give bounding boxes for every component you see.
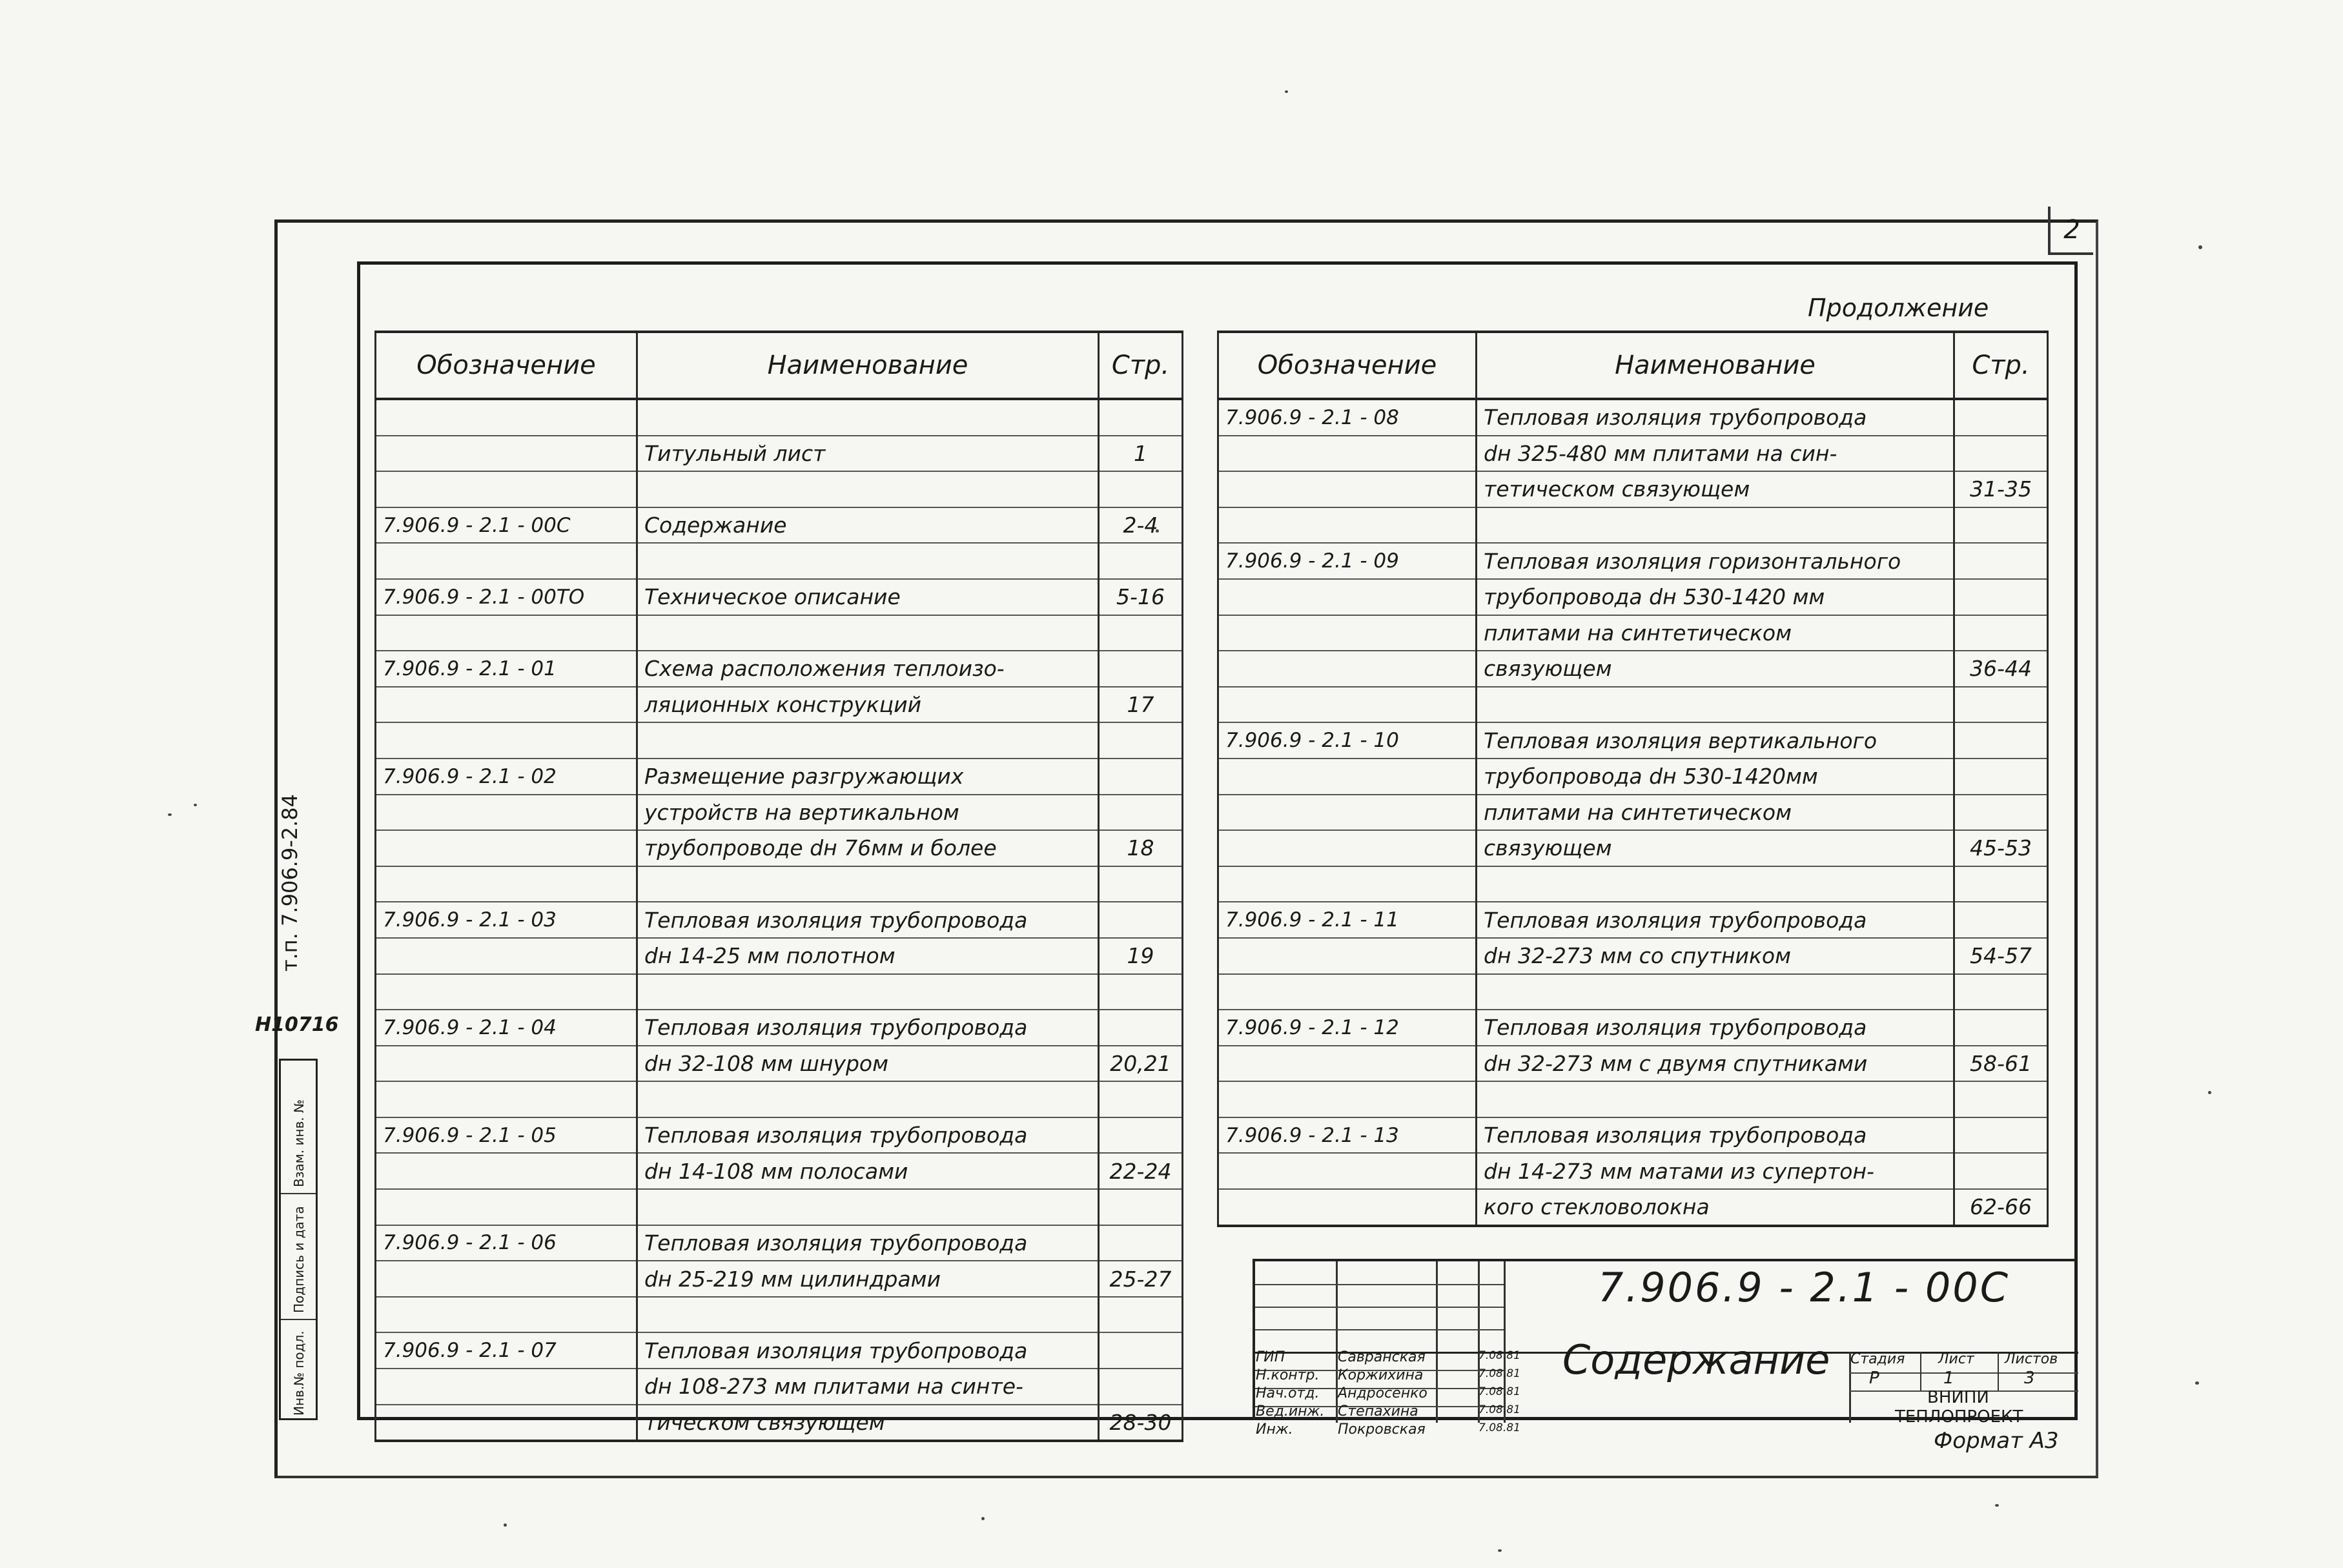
designation-cell — [1218, 436, 1477, 472]
designation-cell — [376, 1153, 637, 1189]
name-cell — [1477, 866, 1954, 902]
table-row — [376, 722, 1183, 759]
name-cell: Тепловая изоляция трубопровода — [1477, 1010, 1954, 1046]
sheet-label: Лист — [1938, 1351, 1974, 1367]
designation-cell — [376, 830, 637, 866]
name-cell: Титульный лист — [637, 436, 1099, 472]
page-cell: 1 — [1099, 436, 1183, 472]
designation-cell — [1218, 471, 1477, 507]
designation-cell — [1218, 974, 1477, 1010]
table-row — [376, 1332, 1183, 1369]
table-row — [376, 1153, 1183, 1189]
designation-cell: 7.906.9 - 2.1 - 07 — [376, 1332, 637, 1369]
stage-value: Р — [1869, 1369, 1879, 1388]
designation-cell: 7.906.9 - 2.1 - 01 — [376, 651, 637, 687]
sidebar-field-label: Взам. инв. № — [291, 1099, 307, 1187]
sidebar-fields — [279, 1059, 318, 1420]
page-cell — [1099, 399, 1183, 436]
signature-name: Коржихина — [1338, 1367, 1424, 1383]
designation-cell — [376, 1189, 637, 1225]
name-cell — [637, 1081, 1099, 1117]
name-cell — [1477, 507, 1954, 544]
page-cell — [1099, 615, 1183, 651]
designation-cell — [376, 1369, 637, 1405]
page-cell — [1099, 759, 1183, 795]
table-row — [376, 436, 1183, 472]
designation-cell — [376, 615, 637, 651]
table-row — [1218, 1010, 2048, 1046]
page-cell — [1099, 1117, 1183, 1154]
page-cell — [1099, 866, 1183, 902]
name-cell: Тепловая изоляция трубопровода — [1477, 399, 1954, 436]
table-row — [376, 974, 1183, 1010]
table-row — [376, 1010, 1183, 1046]
header-page: Стр. — [1954, 332, 2048, 399]
name-cell: dн 32-273 мм с двумя спутниками — [1477, 1046, 1954, 1082]
header-name: Наименование — [1477, 332, 1954, 399]
table-row — [1218, 1153, 2048, 1189]
name-cell: ляционных конструкций — [637, 687, 1099, 723]
page-cell: 31-35 — [1954, 471, 2048, 507]
table-row — [376, 938, 1183, 974]
signature-role: Вед.инж. — [1256, 1403, 1325, 1420]
table-row — [376, 1081, 1183, 1117]
designation-cell: 7.906.9 - 2.1 - 13 — [1218, 1117, 1477, 1154]
designation-cell: 7.906.9 - 2.1 - 11 — [1218, 902, 1477, 938]
signature-name: Степахина — [1338, 1403, 1418, 1420]
designation-cell — [376, 795, 637, 831]
designation-cell — [1218, 1189, 1477, 1226]
name-cell: кого стекловолокна — [1477, 1189, 1954, 1226]
name-cell: плитами на синтетическом — [1477, 615, 1954, 651]
table-row — [376, 507, 1183, 544]
table-row — [1218, 436, 2048, 472]
page-cell — [1954, 1117, 2048, 1154]
designation-cell — [376, 974, 637, 1010]
designation-cell — [1218, 938, 1477, 974]
table-row — [376, 471, 1183, 507]
designation-cell: 7.906.9 - 2.1 - 08 — [1218, 399, 1477, 436]
sidebar-cell — [281, 1193, 316, 1320]
document-title: Содержание — [1562, 1336, 1830, 1383]
name-cell: Размещение разгружающих — [637, 759, 1099, 795]
designation-cell — [376, 1405, 637, 1441]
page-cell: 62-66 — [1954, 1189, 2048, 1226]
name-cell — [1477, 687, 1954, 723]
name-cell: dн 108-273 мм плитами на синте- — [637, 1369, 1099, 1405]
designation-cell — [1218, 1153, 1477, 1189]
table-row — [1218, 651, 2048, 687]
header-page: Стр. — [1099, 332, 1183, 399]
table-row — [376, 1189, 1183, 1225]
page-cell — [1099, 974, 1183, 1010]
page-cell — [1954, 866, 2048, 902]
table-row — [376, 1405, 1183, 1441]
table-row — [1218, 795, 2048, 831]
designation-cell: 7.906.9 - 2.1 - 00ТО — [376, 579, 637, 615]
table-row — [376, 1225, 1183, 1261]
signature-role: Инж. — [1256, 1421, 1293, 1438]
table-row — [376, 543, 1183, 579]
table-row — [1218, 866, 2048, 902]
sidebar-field-label: Подпись и дата — [291, 1206, 307, 1313]
designation-cell — [376, 938, 637, 974]
table-row — [1218, 579, 2048, 615]
table-row — [1218, 830, 2048, 866]
organization-line2: ТЕПЛОПРОЕКТ — [1895, 1407, 2023, 1427]
table-row — [1218, 507, 2048, 544]
table-row — [376, 1369, 1183, 1405]
sheets-value: 3 — [2024, 1369, 2035, 1388]
signature-date: 7.08.81 — [1478, 1349, 1520, 1362]
table-row — [1218, 722, 2048, 759]
name-cell: Тепловая изоляция горизонтального — [1477, 543, 1954, 579]
page-cell — [1954, 543, 2048, 579]
name-cell: трубопровода dн 530-1420мм — [1477, 759, 1954, 795]
page-cell — [1099, 543, 1183, 579]
name-cell: Тепловая изоляция трубопровода — [637, 1010, 1099, 1046]
signature-role: ГИП — [1256, 1349, 1285, 1365]
table-row — [1218, 543, 2048, 579]
name-cell — [1477, 1081, 1954, 1117]
page-cell: 45-53 — [1954, 830, 2048, 866]
inventory-number: Н10716 — [255, 1013, 339, 1036]
name-cell: dн 325-480 мм плитами на син- — [1477, 436, 1954, 472]
designation-cell — [376, 471, 637, 507]
name-cell: Техническое описание — [637, 579, 1099, 615]
contents-table-left — [374, 331, 1183, 1442]
page-cell — [1099, 795, 1183, 831]
designation-cell — [1218, 795, 1477, 831]
table-row — [376, 651, 1183, 687]
designation-cell — [1218, 1046, 1477, 1082]
page-cell — [1954, 902, 2048, 938]
page-cell — [1099, 1332, 1183, 1369]
signature-name: Андросенко — [1338, 1385, 1427, 1401]
table-row — [376, 615, 1183, 651]
page-cell: 17 — [1099, 687, 1183, 723]
organization-line1: ВНИПИ — [1927, 1388, 1989, 1407]
page-cell: 36-44 — [1954, 651, 2048, 687]
sidebar-field-label: Инв.№ подл. — [291, 1330, 307, 1416]
sheet-value: 1 — [1943, 1369, 1954, 1388]
page-cell — [1954, 974, 2048, 1010]
page-cell — [1954, 436, 2048, 472]
designation-cell: 7.906.9 - 2.1 - 03 — [376, 902, 637, 938]
page-cell — [1099, 1189, 1183, 1225]
page-cell — [1099, 1297, 1183, 1333]
table-row — [1218, 615, 2048, 651]
designation-cell — [1218, 507, 1477, 544]
page-cell — [1954, 507, 2048, 544]
designation-cell — [1218, 651, 1477, 687]
page-cell — [1954, 759, 2048, 795]
name-cell: Тепловая изоляция трубопровода — [1477, 902, 1954, 938]
page-cell — [1954, 687, 2048, 723]
table-row — [376, 1261, 1183, 1297]
signature-date: 7.08.81 — [1478, 1385, 1520, 1398]
designation-cell — [376, 1261, 637, 1297]
name-cell: dн 14-273 мм матами из супертон- — [1477, 1153, 1954, 1189]
name-cell: Тепловая изоляция трубопровода — [637, 1225, 1099, 1261]
table-row — [1218, 902, 2048, 938]
designation-cell — [376, 1046, 637, 1082]
page-cell: 25-27 — [1099, 1261, 1183, 1297]
table-row — [376, 1046, 1183, 1082]
page-cell: 28-30 — [1099, 1405, 1183, 1441]
name-cell: связующем — [1477, 830, 1954, 866]
table-row — [1218, 974, 2048, 1010]
designation-cell — [1218, 1081, 1477, 1117]
page-cell — [1099, 651, 1183, 687]
table-row — [1218, 1117, 2048, 1154]
page-cell — [1954, 399, 2048, 436]
designation-cell: 7.906.9 - 2.1 - 00С — [376, 507, 637, 544]
signature-name: Савранская — [1338, 1349, 1426, 1365]
table-row — [376, 759, 1183, 795]
designation-cell — [1218, 579, 1477, 615]
name-cell: связующем — [1477, 651, 1954, 687]
name-cell: Тепловая изоляция трубопровода — [637, 1117, 1099, 1154]
designation-cell — [376, 687, 637, 723]
page-cell: 54-57 — [1954, 938, 2048, 974]
signature-date: 7.08.81 — [1478, 1421, 1520, 1434]
name-cell — [1477, 974, 1954, 1010]
name-cell: Тепловая изоляция вертикального — [1477, 722, 1954, 759]
name-cell — [637, 1297, 1099, 1333]
page-cell — [1099, 1010, 1183, 1046]
name-cell: трубопровода dн 530-1420 мм — [1477, 579, 1954, 615]
table-row — [376, 866, 1183, 902]
name-cell: тетическом связующем — [1477, 471, 1954, 507]
page-cell: 18 — [1099, 830, 1183, 866]
name-cell: Тепловая изоляция трубопровода — [1477, 1117, 1954, 1154]
table-row — [1218, 1189, 2048, 1226]
name-cell — [637, 866, 1099, 902]
sidebar-code: т.п. 7.906.9-2.84 — [278, 793, 302, 972]
name-cell — [637, 722, 1099, 759]
table-row — [1218, 759, 2048, 795]
name-cell — [637, 615, 1099, 651]
page-cell — [1954, 579, 2048, 615]
designation-cell — [1218, 615, 1477, 651]
name-cell: Тепловая изоляция трубопровода — [637, 1332, 1099, 1369]
designation-cell — [376, 399, 637, 436]
page-cell: 2-4 — [1099, 507, 1183, 544]
table-row — [376, 830, 1183, 866]
contents-table-right — [1217, 331, 2049, 1227]
table-row — [1218, 687, 2048, 723]
designation-cell — [376, 722, 637, 759]
page-cell: 20,21 — [1099, 1046, 1183, 1082]
sheet-number: 2 — [2048, 207, 2093, 255]
signature-name: Покровская — [1338, 1421, 1426, 1438]
designation-cell — [376, 866, 637, 902]
page-cell — [1099, 1369, 1183, 1405]
stage-label: Стадия — [1850, 1351, 1905, 1367]
designation-cell — [1218, 687, 1477, 723]
designation-cell — [376, 1081, 637, 1117]
signature-date: 7.08.81 — [1478, 1403, 1520, 1416]
table-row — [376, 1117, 1183, 1154]
name-cell — [637, 543, 1099, 579]
designation-cell: 7.906.9 - 2.1 - 10 — [1218, 722, 1477, 759]
page-cell — [1099, 722, 1183, 759]
page-cell: 19 — [1099, 938, 1183, 974]
table-row — [376, 902, 1183, 938]
table-row — [376, 1297, 1183, 1333]
name-cell: dн 14-108 мм полосами — [637, 1153, 1099, 1189]
table-row — [1218, 399, 2048, 436]
designation-cell: 7.906.9 - 2.1 - 09 — [1218, 543, 1477, 579]
header-name: Наименование — [637, 332, 1099, 399]
table-row — [376, 687, 1183, 723]
name-cell: dн 32-108 мм шнуром — [637, 1046, 1099, 1082]
table-row — [376, 795, 1183, 831]
name-cell: устройств на вертикальном — [637, 795, 1099, 831]
name-cell — [637, 1189, 1099, 1225]
name-cell: dн 14-25 мм полотном — [637, 938, 1099, 974]
name-cell: dн 32-273 мм со спутником — [1477, 938, 1954, 974]
page-cell — [1954, 1010, 2048, 1046]
page-cell — [1954, 795, 2048, 831]
designation-cell — [1218, 866, 1477, 902]
table-row — [1218, 1046, 2048, 1082]
designation-cell: 7.906.9 - 2.1 - 04 — [376, 1010, 637, 1046]
designation-cell — [376, 543, 637, 579]
designation-cell: 7.906.9 - 2.1 - 06 — [376, 1225, 637, 1261]
header-designation: Обозначение — [376, 332, 637, 399]
page-cell — [1954, 722, 2048, 759]
page-cell — [1099, 1225, 1183, 1261]
designation-cell: 7.906.9 - 2.1 - 02 — [376, 759, 637, 795]
name-cell: Схема расположения теплоизо- — [637, 651, 1099, 687]
table-row — [1218, 471, 2048, 507]
name-cell — [637, 974, 1099, 1010]
continuation-label: Продолжение — [1808, 294, 1989, 322]
signature-date: 7.08.81 — [1478, 1367, 1520, 1380]
table-row — [1218, 1081, 2048, 1117]
designation-cell — [1218, 830, 1477, 866]
name-cell: трубопроводе dн 76мм и более — [637, 830, 1099, 866]
table-row — [376, 399, 1183, 436]
page-cell: 5-16 — [1099, 579, 1183, 615]
name-cell: Тепловая изоляция трубопровода — [637, 902, 1099, 938]
page-cell — [1954, 1081, 2048, 1117]
name-cell: тическом связующем — [637, 1405, 1099, 1441]
designation-cell — [1218, 759, 1477, 795]
page-cell: 58-61 — [1954, 1046, 2048, 1082]
sidebar-cell — [281, 1319, 316, 1418]
table-row — [1218, 938, 2048, 974]
page-cell — [1099, 902, 1183, 938]
page-cell — [1954, 615, 2048, 651]
signature-role: Н.контр. — [1256, 1367, 1320, 1383]
name-cell: плитами на синтетическом — [1477, 795, 1954, 831]
designation-cell: 7.906.9 - 2.1 - 12 — [1218, 1010, 1477, 1046]
format-label: Формат А3 — [1934, 1428, 2059, 1454]
designation-cell — [376, 436, 637, 472]
name-cell — [637, 471, 1099, 507]
designation-cell — [376, 1297, 637, 1333]
sidebar-cell — [281, 1061, 316, 1194]
sheets-label: Листов — [2005, 1351, 2058, 1367]
page-cell — [1099, 471, 1183, 507]
signature-role: Нач.отд. — [1256, 1385, 1320, 1401]
designation-cell: 7.906.9 - 2.1 - 05 — [376, 1117, 637, 1154]
document-code: 7.906.9 - 2.1 - 00С — [1598, 1264, 2010, 1311]
name-cell — [637, 399, 1099, 436]
page-cell: 22-24 — [1099, 1153, 1183, 1189]
header-designation: Обозначение — [1218, 332, 1477, 399]
name-cell: dн 25-219 мм цилиндрами — [637, 1261, 1099, 1297]
name-cell: Содержание — [637, 507, 1099, 544]
page-cell — [1954, 1153, 2048, 1189]
table-row — [376, 579, 1183, 615]
page-cell — [1099, 1081, 1183, 1117]
